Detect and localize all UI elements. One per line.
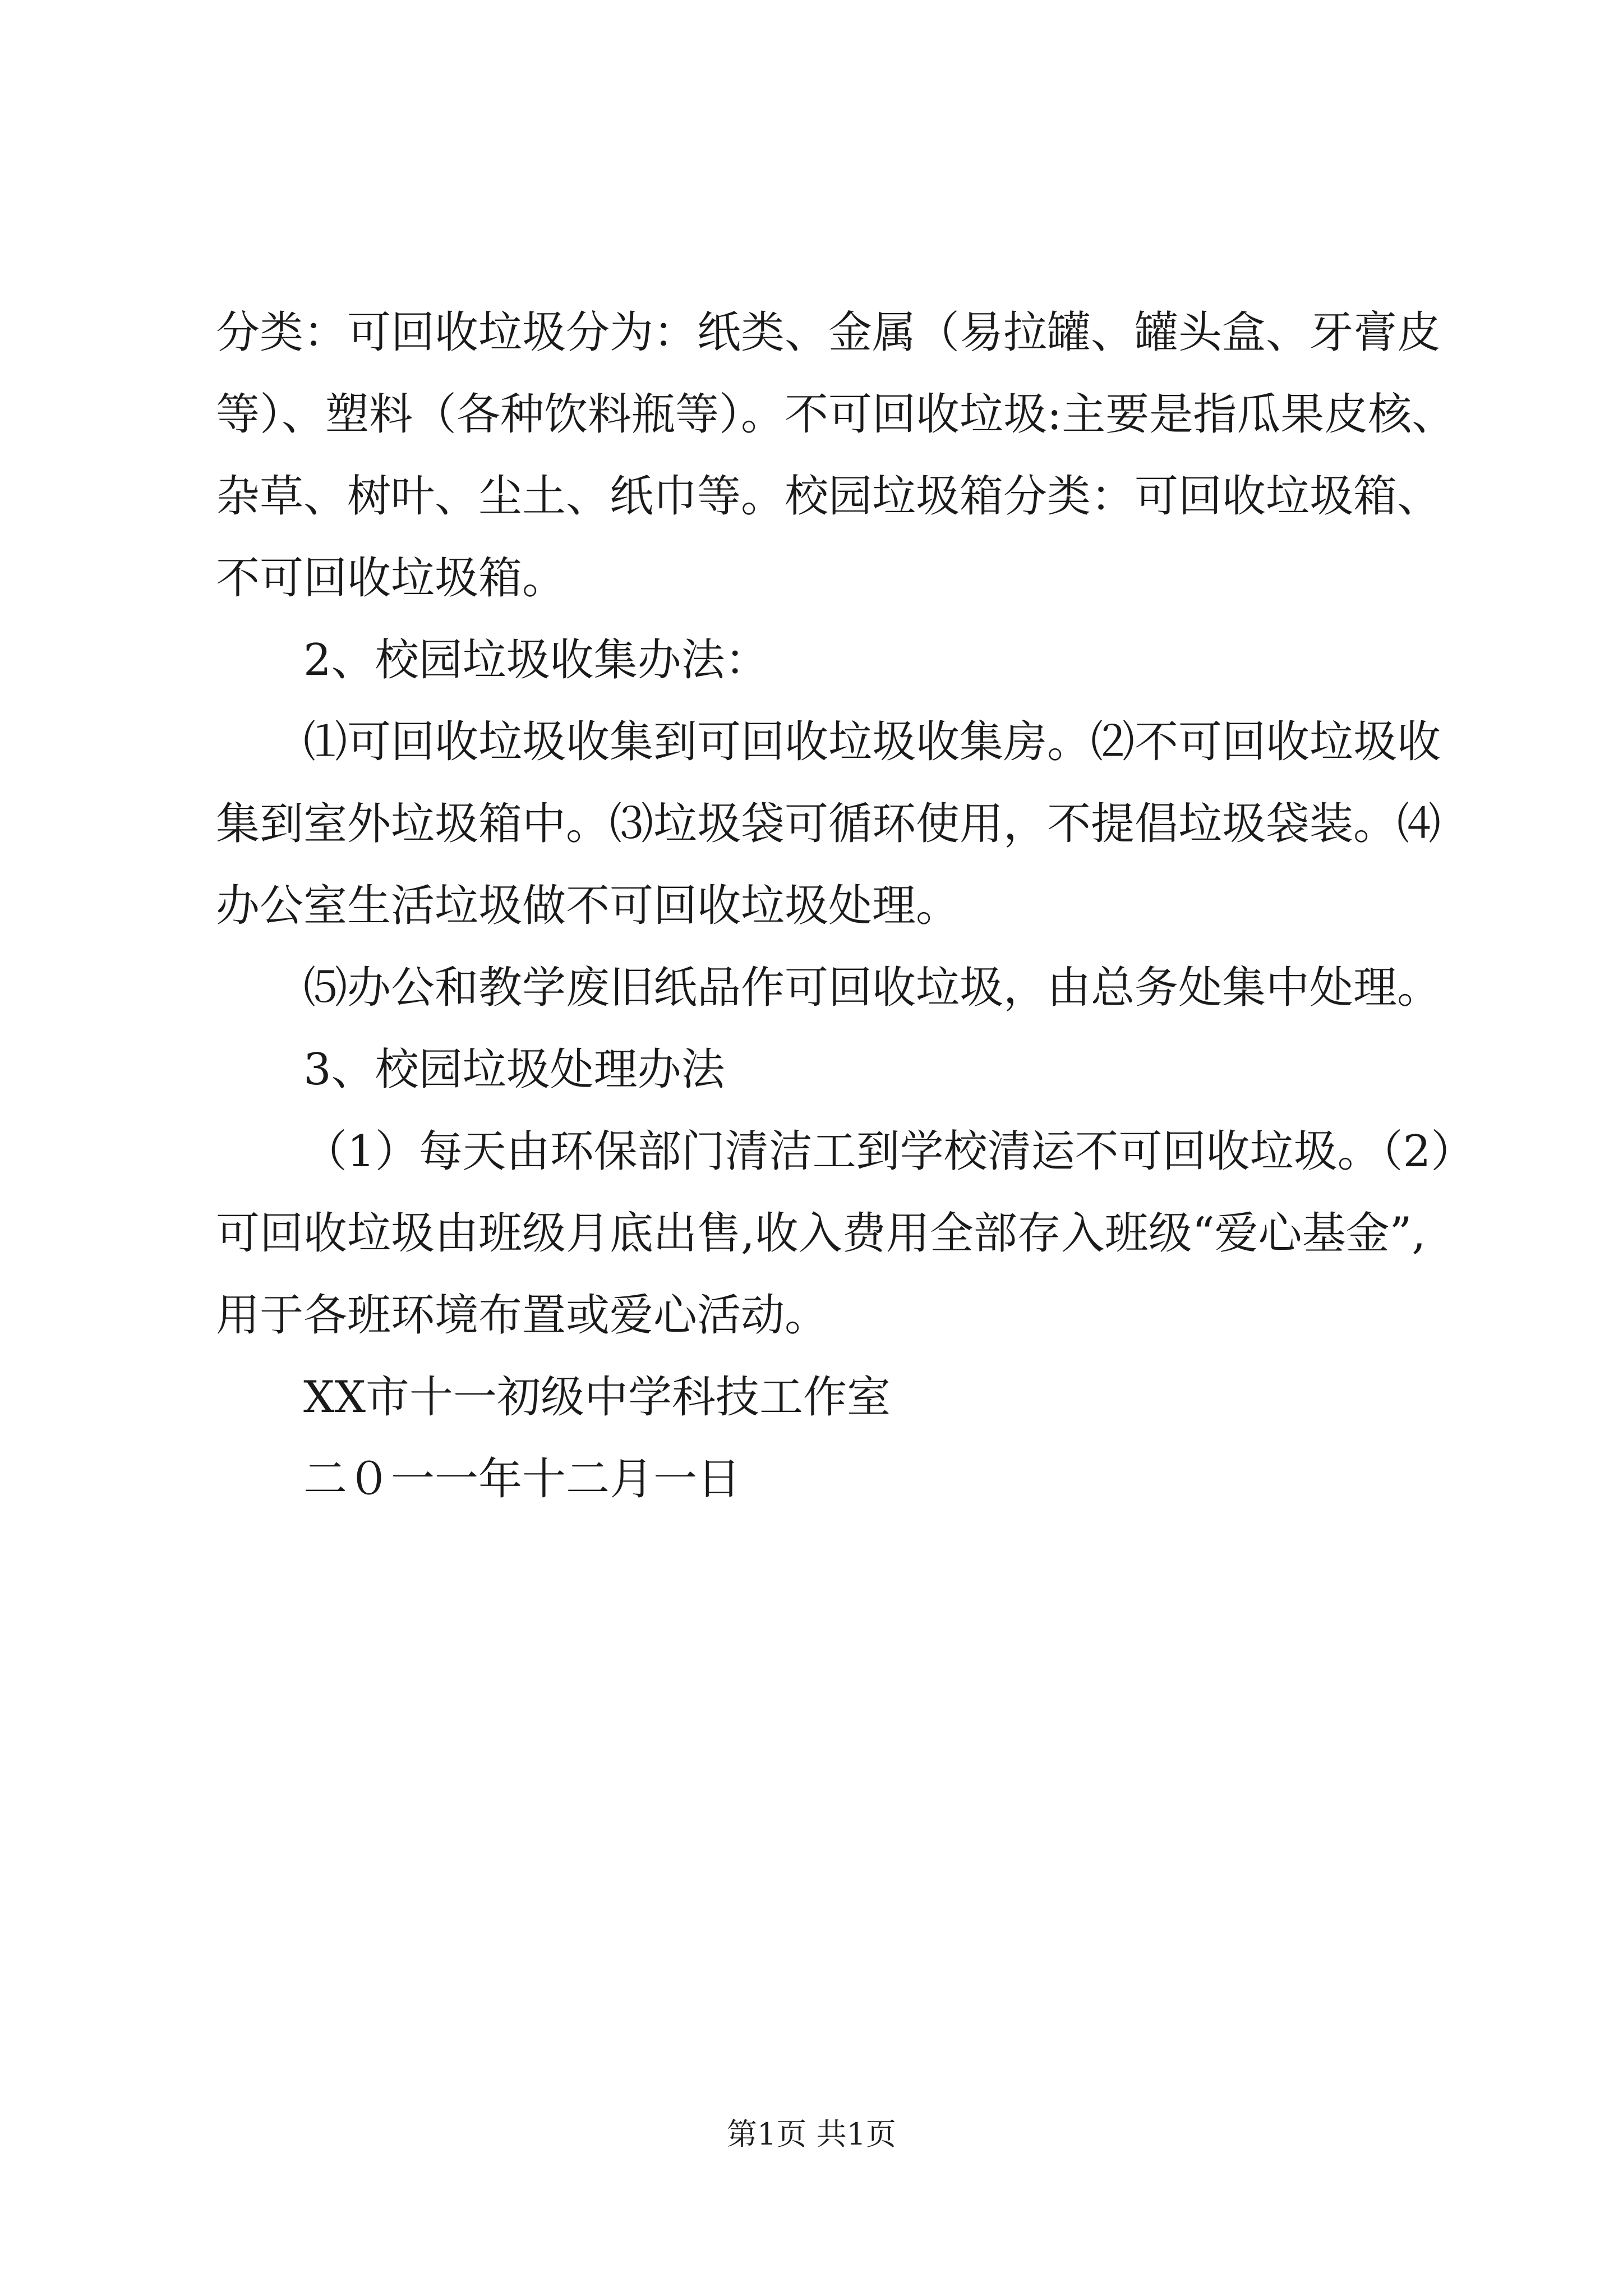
- signature-organization: XX市十一初级中学科技工作室: [303, 1372, 891, 1423]
- signature-date: 二０一一年十二月一日: [303, 1454, 741, 1504]
- document-body: [216, 292, 1461, 1520]
- section-heading-collection: 2、校园垃圾收集办法：: [303, 635, 769, 685]
- paragraph-collection-methods: ⑴可回收垃圾收集到可回收垃圾收集房。⑵不可回收垃圾收集到室外垃圾箱中。⑶垃圾袋可循环使用，不提倡垃圾袋装。⑷办公室生活垃圾做不可回收垃圾处理。: [216, 717, 1441, 931]
- page-footer: 第1页 共1页: [727, 2116, 896, 2152]
- paragraph-disposal-methods: （1）每天由环保部门清洁工到学校清运不可回收垃圾。（2）可回收垃圾由班级月底出售,收入费用全部存入班级“爱心基金”,用于各班环境布置或爱心活动。: [216, 1126, 1453, 1341]
- section-heading-disposal: 3、校园垃圾处理办法: [303, 1045, 725, 1095]
- paragraph-paper-recycling: ⑸办公和教学废旧纸品作可回收垃圾，由总务处集中处理。: [303, 963, 1441, 1013]
- paragraph-classification: 分类：可回收垃圾分为：纸类、金属（易拉罐、罐头盒、牙膏皮等）、塑料（各种饮料瓶等）。不可回收垃圾:主要是指瓜果皮核、杂草、树叶、尘土、纸巾等。校园垃圾箱分类：可回收垃圾箱、不可回收垃圾箱。: [216, 307, 1456, 604]
